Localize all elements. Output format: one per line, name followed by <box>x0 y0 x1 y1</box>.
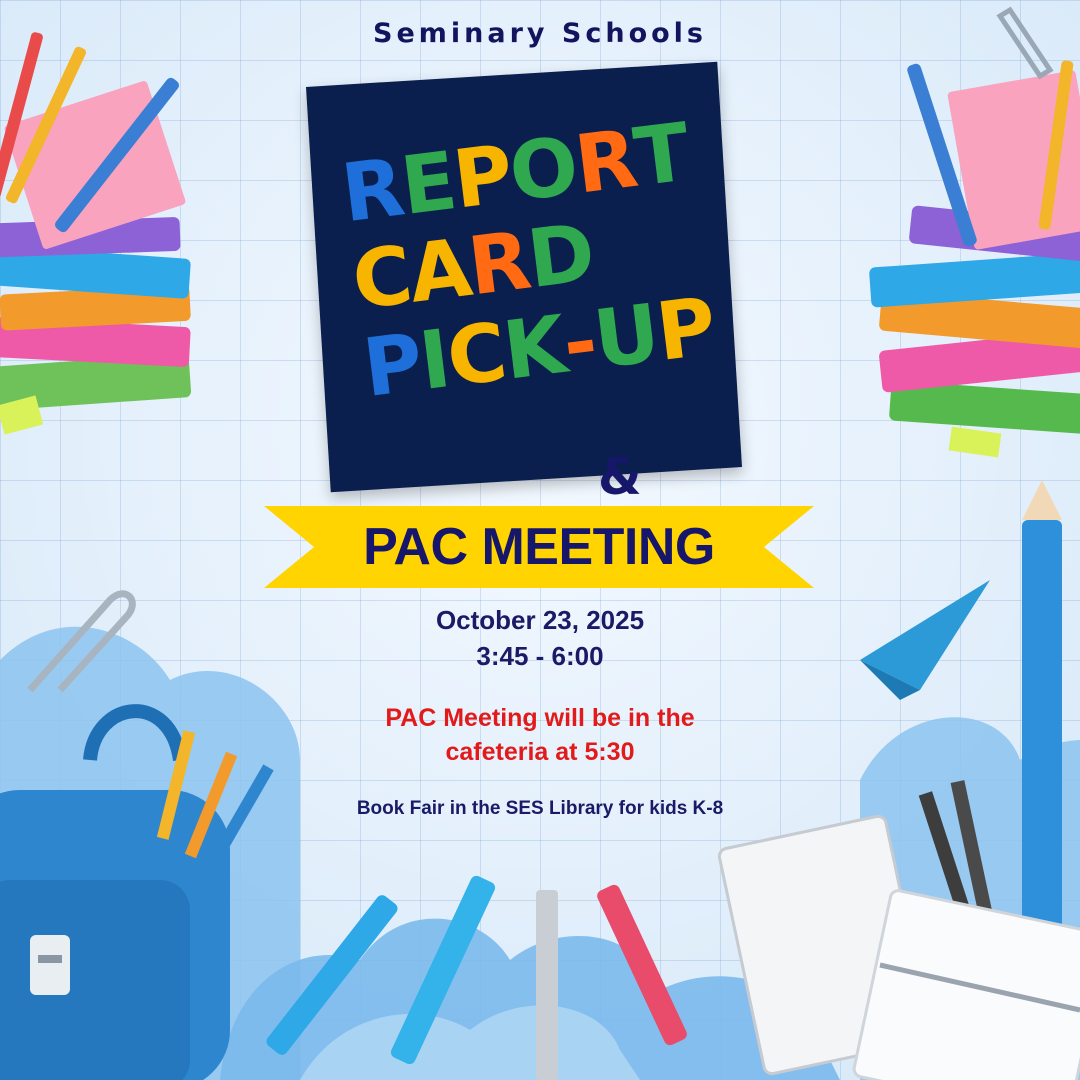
title-letter: P <box>651 279 719 379</box>
title-letter: A <box>403 221 475 321</box>
title-letter: R <box>570 112 641 212</box>
pac-meeting-heading: PAC MEETING <box>363 518 715 576</box>
school-name: Seminary Schools <box>373 18 707 49</box>
title-letter: I <box>414 312 454 409</box>
title-letter: U <box>588 286 663 387</box>
title-letter: P <box>448 127 516 227</box>
event-time: 3:45 - 6:00 <box>476 641 604 671</box>
title-letter: P <box>358 315 426 415</box>
title-letter: - <box>557 294 601 391</box>
title-letter: T <box>629 105 693 205</box>
title-letter: C <box>442 305 510 405</box>
event-date: October 23, 2025 <box>435 605 645 635</box>
title-letter: R <box>463 213 534 314</box>
stacked-books-pencils-icon <box>869 10 1080 457</box>
book-fair-note: Book Fair in the SES Library for kids K-8 <box>356 798 724 819</box>
pac-meeting-banner <box>264 506 814 588</box>
title-letter: R <box>336 140 408 241</box>
title-letter: E <box>396 134 460 233</box>
report-card-title <box>337 107 726 413</box>
title-letter: O <box>504 119 582 220</box>
title-letter: K <box>498 298 570 398</box>
title-letter: D <box>522 205 598 307</box>
ampersand: & <box>598 448 642 506</box>
pac-location-note: PAC Meeting will be in the <box>385 704 695 732</box>
pac-location-note-2: cafeteria at 5:30 <box>445 738 635 766</box>
stacked-books-pencils-icon <box>0 31 191 434</box>
title-letter: C <box>347 228 416 328</box>
